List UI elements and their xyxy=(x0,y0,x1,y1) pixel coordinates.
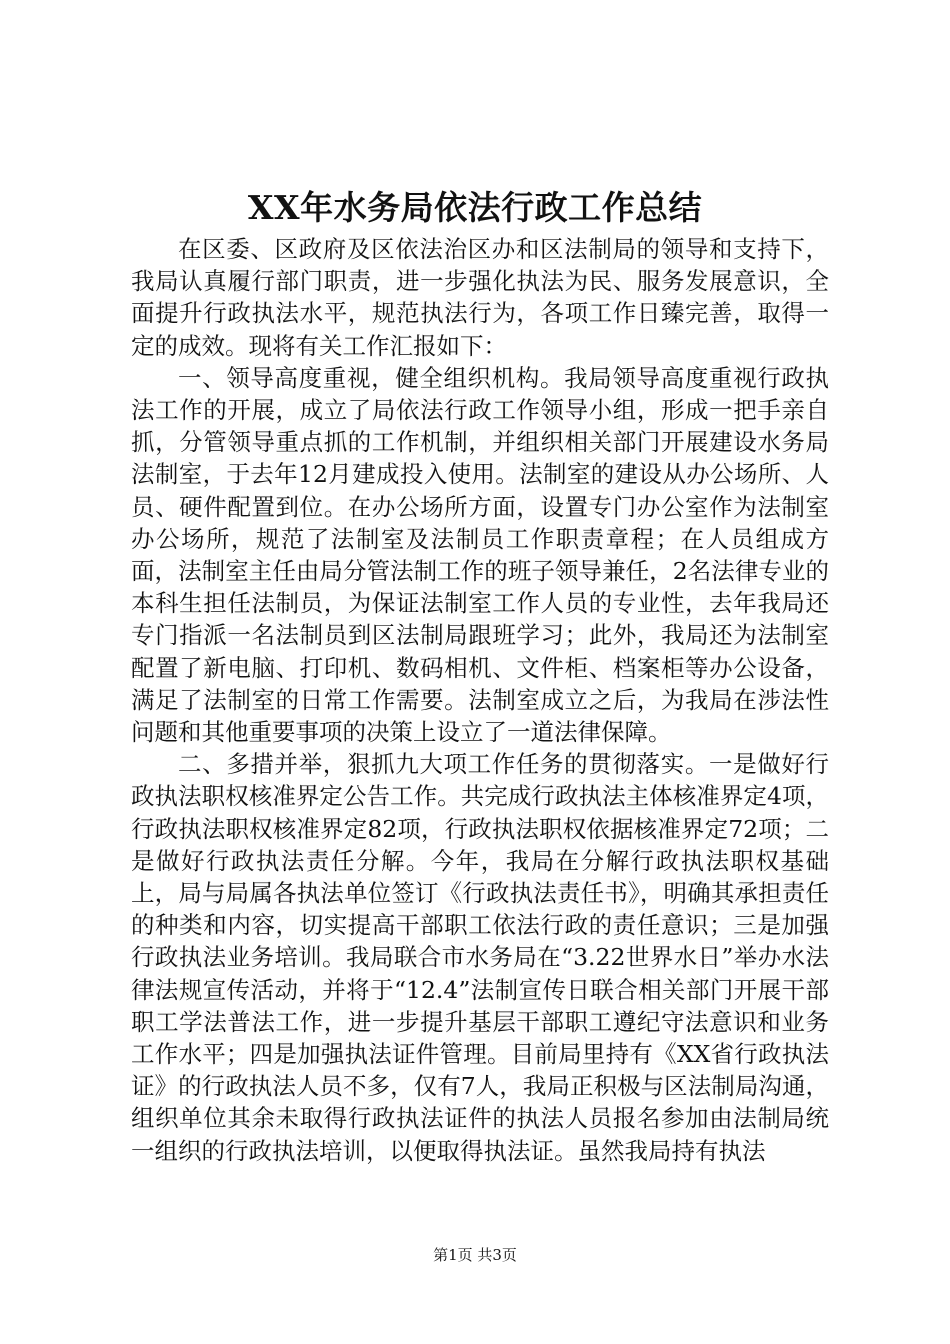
page-number-footer: 第1页 共3页 xyxy=(433,1246,517,1264)
paragraph-section-one: 一、领导高度重视，健全组织机构。我局领导高度重视行政执法工作的开展，成立了局依法行政工作领导小组，形成一把手亲自抓，分管领导重点抓的工作机制，并组织相关部门开展建设水务局法制室，于去年12月建成投入使用。法制室的建设从办公场所、人员、硬件配置到位。在办公场所方面，设置专门办公室作为法制室办公场所，规范了法制室及法制员工作职责章程；在人员组成方面，法制室主任由局分管法制工作的班子领导兼任，2名法律专业的本科生担任法制员，为保证法制室工作人员的专业性，去年我局还专门指派一名法制员到区法制局跟班学习；此外，我局还为法制室配置了新电脑、打印机、数码相机、文件柜、档案柜等办公设备，满足了法制室的日常工作需要。法制室成立之后，为我局在涉法性问题和其他重要事项的决策上设立了一道法律保障。 xyxy=(131,363,829,747)
paragraph-intro: 在区委、区政府及区依法治区办和区法制局的领导和支持下，我局认真履行部门职责，进一步强化执法为民、服务发展意识，全面提升行政执法水平，规范执法行为，各项工作日臻完善，取得一定的成效。现将有关工作汇报如下： xyxy=(131,235,829,360)
document-body xyxy=(131,233,829,1167)
document-title: XX年水务局依法行政工作总结 xyxy=(247,188,703,227)
paragraph-section-two: 二、多措并举，狠抓九大项工作任务的贯彻落实。一是做好行政执法职权核准界定公告工作。共完成行政执法主体核准界定4项，行政执法职权核准界定82项，行政执法职权依据核准界定72项；二是做好行政执法责任分解。今年，我局在分解行政执法职权基础上，局与局属各执法单位签订《行政执法责任书》，明确其承担责任的种类和内容，切实提高干部职工依法行政的责任意识；三是加强行政执法业务培训。我局联合市水务局在“3.22世界水日”举办水法律法规宣传活动，并将于“12.4”法制宣传日联合相关部门开展干部职工学法普法工作，进一步提升基层干部职工遵纪守法意识和业务工作水平；四是加强执法证件管理。目前局里持有《XX省行政执法证》的行政执法人员不多，仅有7人，我局正积极与区法制局沟通，组织单位其余未取得行政执法证件的执法人员报名参加由法制局统一组织的行政执法培训，以便取得执法证。虽然我局持有执法 xyxy=(131,750,829,1165)
